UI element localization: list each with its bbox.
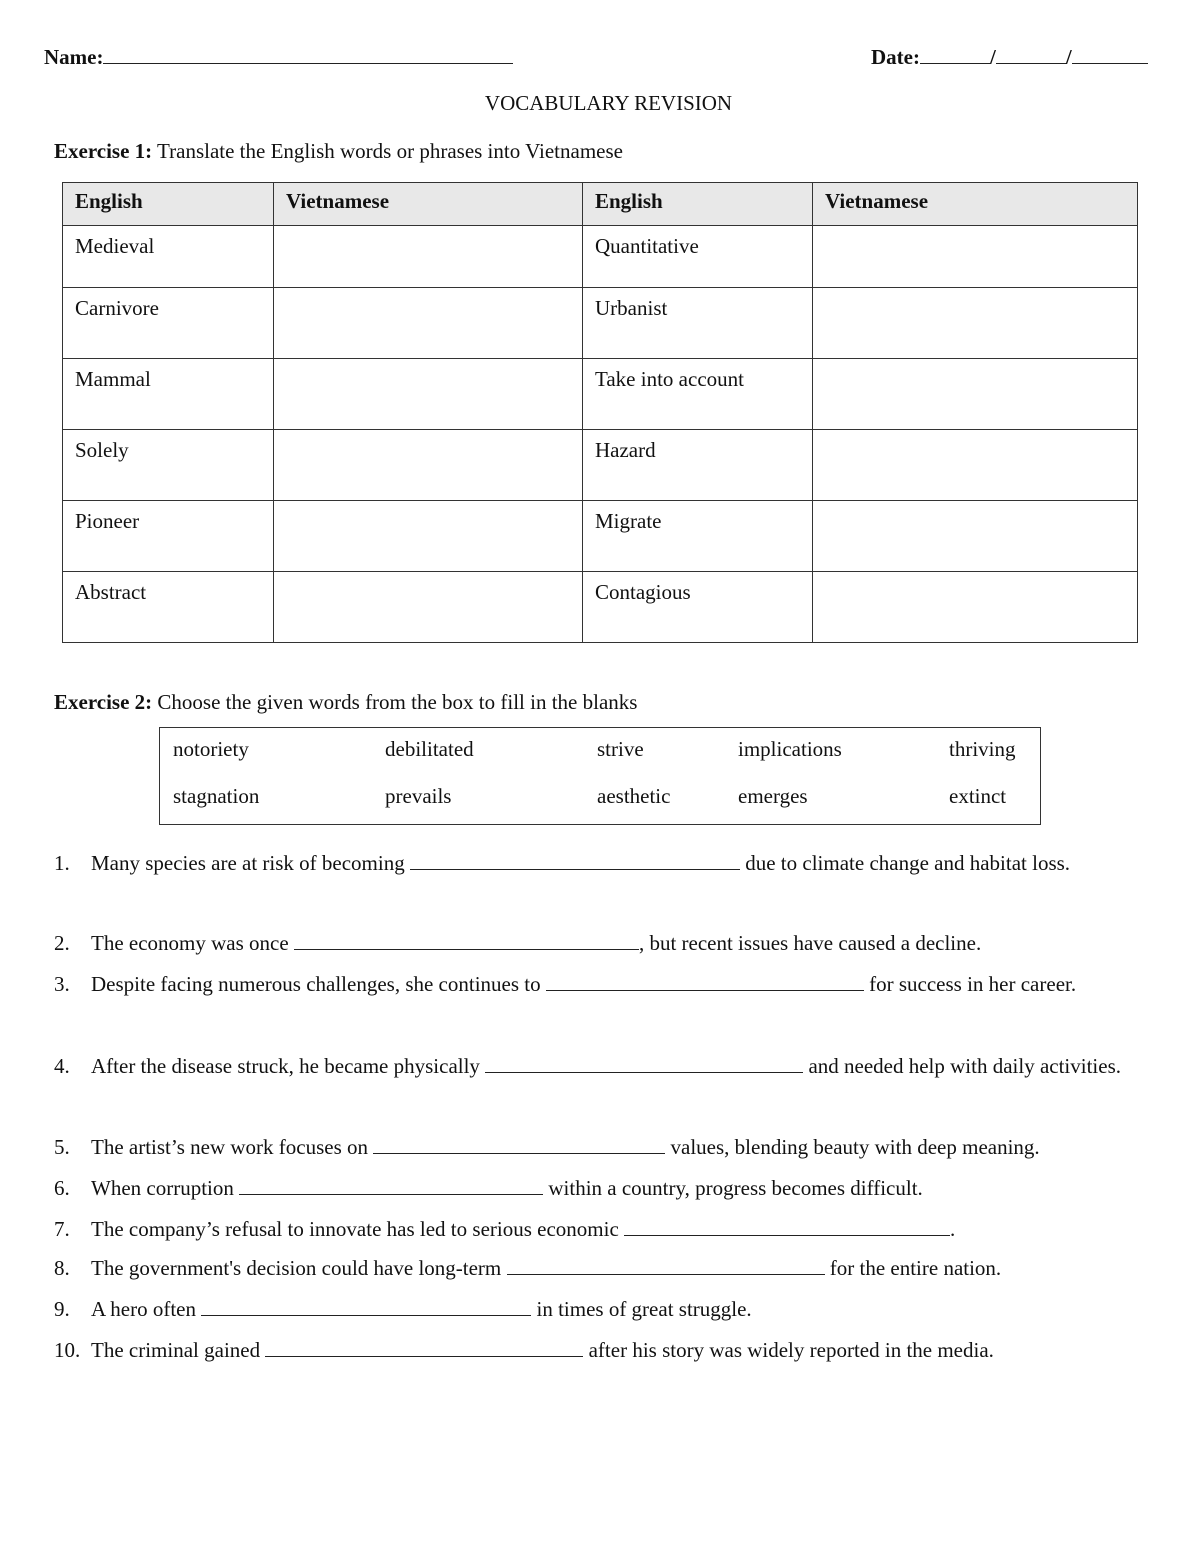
item-number: 6. — [54, 1176, 70, 1200]
answer-blank[interactable] — [624, 1217, 950, 1236]
answer-blank[interactable] — [294, 931, 639, 950]
page-title: VOCABULARY REVISION — [484, 91, 733, 115]
english-word-cell: Abstract — [63, 572, 274, 643]
english-word-cell: Take into account — [583, 359, 813, 430]
vietnamese-answer-cell[interactable] — [813, 572, 1138, 643]
sentence-end: and needed help with daily activities. — [808, 1054, 1122, 1078]
name-label: Name: — [44, 45, 104, 69]
vietnamese-answer-cell[interactable] — [274, 226, 583, 288]
english-word-cell: Carnivore — [63, 288, 274, 359]
table-row — [63, 359, 1138, 430]
english-word-cell: Urbanist — [583, 288, 813, 359]
item-number: 4. — [54, 1054, 70, 1078]
english-word-cell: Pioneer — [63, 501, 274, 572]
vietnamese-answer-cell[interactable] — [274, 572, 583, 643]
name-blank-line[interactable] — [103, 45, 513, 64]
table-row — [63, 501, 1138, 572]
table-row — [63, 226, 1138, 288]
date-separator: / — [1065, 45, 1072, 69]
vietnamese-answer-cell[interactable] — [274, 501, 583, 572]
word-bank-item: strive — [597, 737, 644, 761]
table-row — [63, 430, 1138, 501]
name-field[interactable] — [44, 45, 513, 70]
word-bank-item: implications — [738, 737, 842, 761]
sentence-start: The government's decision could have long-term — [91, 1256, 502, 1280]
sentence-start: A hero often — [91, 1297, 196, 1321]
sentence-end: values, blending beauty with deep meaning. — [670, 1135, 1040, 1159]
answer-blank[interactable] — [410, 851, 740, 870]
date-separator: / — [989, 45, 996, 69]
exercise2-label: Exercise 2: — [54, 690, 153, 714]
item-number: 5. — [54, 1135, 70, 1159]
column-header: English — [583, 183, 813, 226]
column-header: Vietnamese — [274, 183, 583, 226]
word-bank-item: extinct — [949, 784, 1007, 808]
vietnamese-answer-cell[interactable] — [274, 288, 583, 359]
date-label: Date: — [871, 45, 920, 69]
item-number: 8. — [54, 1256, 70, 1280]
sentence-start: The company’s refusal to innovate has led to serious economic — [91, 1217, 619, 1241]
table-row — [63, 572, 1138, 643]
sentence-start: After the disease struck, he became physically — [91, 1054, 480, 1078]
table-header-row — [63, 183, 1138, 226]
word-bank-item: emerges — [738, 784, 808, 808]
answer-blank[interactable] — [485, 1054, 803, 1073]
english-word-cell: Mammal — [63, 359, 274, 430]
sentence-end: for success in her career. — [869, 972, 1077, 996]
word-bank-item: thriving — [949, 737, 1016, 761]
table-row — [63, 288, 1138, 359]
sentence-start: The artist’s new work focuses on — [91, 1135, 369, 1159]
date-day-blank[interactable] — [920, 45, 990, 64]
word-bank-item: debilitated — [385, 737, 474, 761]
sentence-start: Many species are at risk of becoming — [91, 851, 405, 875]
date-year-blank[interactable] — [1072, 45, 1148, 64]
word-bank-item: notoriety — [173, 737, 249, 761]
answer-blank[interactable] — [546, 972, 864, 991]
english-word-cell: Medieval — [63, 226, 274, 288]
sentence-end: , but recent issues have caused a decline. — [638, 931, 982, 955]
item-number: 7. — [54, 1217, 70, 1241]
exercise1-instruction: Translate the English words or phrases into Vietnamese — [157, 139, 623, 163]
vietnamese-answer-cell[interactable] — [813, 288, 1138, 359]
english-word-cell: Migrate — [583, 501, 813, 572]
sentence-end: . — [950, 1217, 956, 1241]
word-bank-item: aesthetic — [597, 784, 671, 808]
english-word-cell: Hazard — [583, 430, 813, 501]
exercise1-heading — [54, 139, 623, 164]
answer-blank[interactable] — [373, 1135, 665, 1154]
vietnamese-answer-cell[interactable] — [274, 359, 583, 430]
vietnamese-answer-cell[interactable] — [813, 430, 1138, 501]
word-bank-box — [159, 727, 1041, 825]
vietnamese-answer-cell[interactable] — [813, 359, 1138, 430]
vietnamese-answer-cell[interactable] — [813, 501, 1138, 572]
date-month-blank[interactable] — [996, 45, 1066, 64]
item-number: 9. — [54, 1297, 70, 1321]
item-number: 2. — [54, 931, 70, 955]
sentence-end: within a country, progress becomes difficult. — [548, 1176, 923, 1200]
vietnamese-answer-cell[interactable] — [813, 226, 1138, 288]
sentence-end: due to climate change and habitat loss. — [745, 851, 1071, 875]
answer-blank[interactable] — [507, 1256, 825, 1275]
answer-blank[interactable] — [265, 1338, 583, 1357]
sentence-end: for the entire nation. — [829, 1256, 1002, 1280]
translation-table — [62, 182, 1138, 643]
item-number: 1. — [54, 851, 70, 875]
column-header: English — [63, 183, 274, 226]
column-header: Vietnamese — [813, 183, 1138, 226]
word-bank-item: prevails — [385, 784, 452, 808]
sentence-start: The economy was once — [91, 931, 289, 955]
sentence-end: in times of great struggle. — [536, 1297, 752, 1321]
item-number: 10. — [54, 1338, 81, 1362]
answer-blank[interactable] — [239, 1176, 543, 1195]
word-bank-item: stagnation — [173, 784, 260, 808]
english-word-cell: Quantitative — [583, 226, 813, 288]
item-number: 3. — [54, 972, 70, 996]
vietnamese-answer-cell[interactable] — [274, 430, 583, 501]
sentence-start: Despite facing numerous challenges, she continues to — [91, 972, 541, 996]
sentence-start: The criminal gained — [91, 1338, 261, 1362]
english-word-cell: Solely — [63, 430, 274, 501]
exercise2-instruction: Choose the given words from the box to fill in the blanks — [157, 690, 638, 714]
date-field[interactable] — [871, 45, 1148, 70]
exercise2-heading — [54, 690, 637, 715]
english-word-cell: Contagious — [583, 572, 813, 643]
sentence-end: after his story was widely reported in the media. — [588, 1338, 994, 1362]
exercise1-label: Exercise 1: — [54, 139, 153, 163]
sentence-start: When corruption — [91, 1176, 234, 1200]
answer-blank[interactable] — [201, 1297, 531, 1316]
